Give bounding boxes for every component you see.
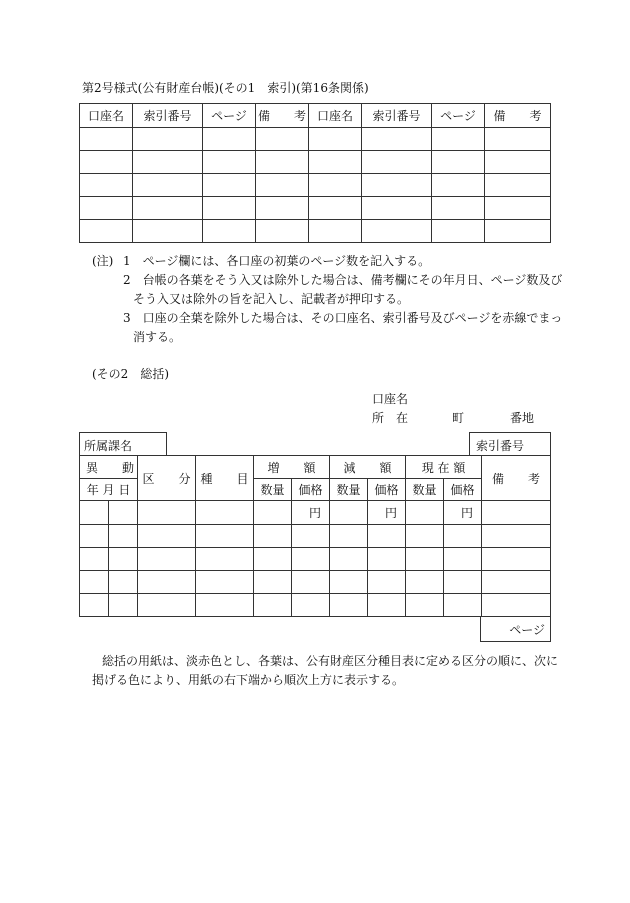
index-number-box: [469, 432, 551, 455]
change-date-header-bottom: 年 月 日: [80, 479, 138, 501]
account-name-label: 口座名: [372, 392, 409, 406]
town-label: 町: [452, 411, 465, 425]
change-top: 異 動: [86, 460, 135, 475]
increase-qty: 数量: [254, 479, 292, 501]
current-header: 現 在 額: [406, 456, 482, 479]
decrease-qty: 数量: [330, 479, 368, 501]
decrease-price: 価格: [368, 479, 406, 501]
current-qty: 数量: [406, 479, 444, 501]
summary-table: [79, 455, 551, 617]
note-item-1: 1 ページ欄には、各口座の初葉のページ数を記入する。: [123, 254, 431, 268]
table-row: [80, 128, 551, 151]
index-number-label: 索引番号: [476, 439, 525, 453]
increase-price: 価格: [292, 479, 330, 501]
note-item-3-line-1: 3 口座の全葉を除外した場合は、その口座名、索引番号及びページを赤線でまっ: [123, 311, 563, 325]
header-remarks-2: 備 考: [485, 104, 551, 128]
table-row: [80, 525, 551, 548]
table-row: [80, 151, 551, 174]
decrease-yen-unit: 円: [368, 501, 406, 525]
header-page-2: ページ: [432, 104, 485, 128]
index-table: [79, 103, 551, 243]
table-row: [80, 174, 551, 197]
note-label: (注): [92, 254, 114, 268]
category-header: 区 分: [138, 456, 196, 501]
header-account-name-2: 口座名: [309, 104, 362, 128]
table-row: [80, 220, 551, 243]
header-page: ページ: [203, 104, 256, 128]
current-yen-unit: 円: [444, 501, 482, 525]
item-type-header: 種 目: [196, 456, 254, 501]
change-date-header-top: [80, 456, 138, 479]
increase-header: 増 額: [254, 456, 330, 479]
decrease-header: 減 額: [330, 456, 406, 479]
table-row: [80, 594, 551, 617]
footer-text-line-1: 総括の用紙は、淡赤色とし、各葉は、公有財産区分種目表に定める区分の順に、次に: [102, 654, 559, 668]
note-item-2-line-1: 2 台帳の各葉をそう入又は除外した場合は、備考欄にその年月日、ページ数及び: [123, 273, 563, 287]
remarks-header: 備 考: [482, 456, 551, 501]
footer-text-line-2: 掲げる色により、用紙の右下端から順次上方に表示する。: [92, 673, 405, 687]
table-row: [80, 197, 551, 220]
dept-label: 所属課名: [84, 439, 133, 453]
current-price: 価格: [444, 479, 482, 501]
table-row: [80, 571, 551, 594]
page-box: [480, 617, 551, 642]
table-row: [80, 501, 551, 525]
summary-heading: (その2 総括): [92, 367, 169, 381]
header-remarks: 備 考: [256, 104, 309, 128]
index-header-row: [80, 104, 551, 128]
table-row: [80, 548, 551, 571]
header-index-number: 索引番号: [133, 104, 203, 128]
note-item-2-line-2: そう入又は除外の旨を記入し、記載者が押印する。: [133, 292, 410, 306]
header-account-name: 口座名: [80, 104, 133, 128]
form-title: 第2号様式(公有財産台帳)(その1 索引)(第16条関係): [82, 81, 369, 95]
summary-header-row-1: [80, 456, 551, 479]
dept-box: [79, 432, 167, 455]
location-label: 所 在: [372, 411, 409, 425]
lot-label: 番地: [510, 411, 535, 425]
note-item-3-line-2: 消する。: [133, 330, 182, 344]
increase-yen-unit: 円: [292, 501, 330, 525]
page-label: ページ: [509, 623, 545, 637]
header-index-number-2: 索引番号: [362, 104, 432, 128]
